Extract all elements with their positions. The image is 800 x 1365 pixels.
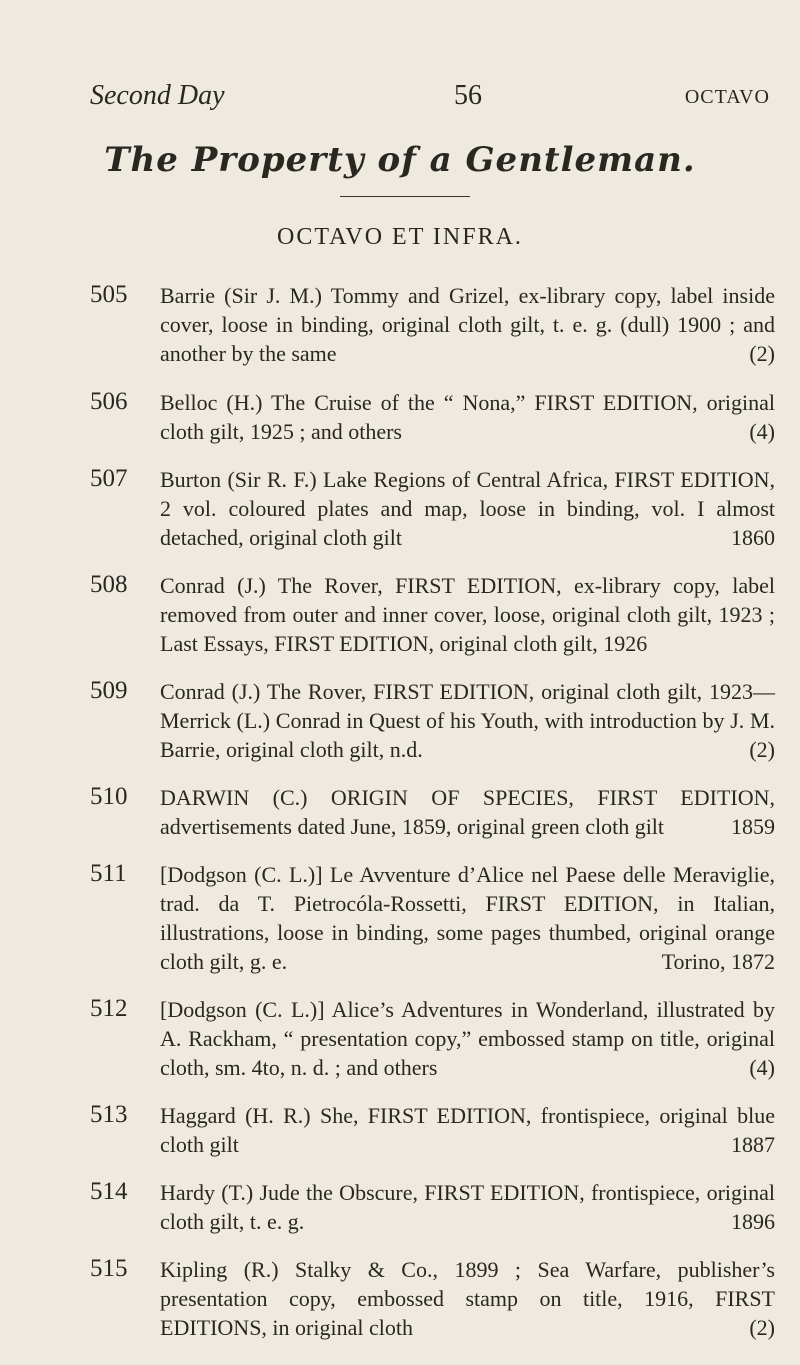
lot-quantity: (2) xyxy=(749,341,775,366)
lot-description: [Dodgson (C. L.)] Le Avventure d’Alice nel Paese delle Meraviglie, trad. da T. Pietrocóla-Rossetti, FIRST EDITION, in Italian, illustrations, loose in binding, some pages thumbed, original orange cloth gilt, g. e. Torino, 1872 xyxy=(160,862,775,974)
heading-rule xyxy=(340,196,470,197)
lot-quantity: 1860 xyxy=(731,525,775,550)
lot-description: Barrie (Sir J. M.) Tommy and Grizel, ex-library copy, label inside cover, loose in binding, original cloth gilt, t. e. g. (dull) 1900 ; and another by the same (2) xyxy=(160,283,775,366)
lot-description: DARWIN (C.) ORIGIN OF SPECIES, FIRST EDITION, advertisements dated June, 1859, original green cloth gilt 1859 xyxy=(160,785,775,839)
lot-number: 509 xyxy=(90,677,128,704)
lot-number: 508 xyxy=(90,571,128,598)
lot-number: 512 xyxy=(90,995,128,1022)
lot-number: 507 xyxy=(90,465,128,492)
lot-number: 511 xyxy=(90,860,127,887)
lot-quantity: 1887 xyxy=(731,1132,775,1157)
day-label: Second Day xyxy=(90,80,225,111)
lot-number: 506 xyxy=(90,388,128,415)
lot-number: 515 xyxy=(90,1255,128,1282)
section-title: OCTAVO ET INFRA. xyxy=(277,224,523,250)
lot-number: 505 xyxy=(90,281,128,308)
lot-number: 510 xyxy=(90,783,128,810)
lot-description: Conrad (J.) The Rover, FIRST EDITION, ex-library copy, label removed from outer and inner cover, loose, original cloth gilt, 1923 ; Last Essays, FIRST EDITION, original cloth gilt, 1926 xyxy=(160,573,775,656)
lot-description: Burton (Sir R. F.) Lake Regions of Central Africa, FIRST EDITION, 2 vol. coloured plates and map, loose in binding, vol. I almost detached, original cloth gilt 1860 xyxy=(160,467,775,550)
lot-description: Conrad (J.) The Rover, FIRST EDITION, original cloth gilt, 1923—Merrick (L.) Conrad in Quest of his Youth, with introduction by J. M. Barrie, original cloth gilt, n.d. (2) xyxy=(160,679,775,762)
lot-description: Haggard (H. R.) She, FIRST EDITION, frontispiece, original blue cloth gilt 1887 xyxy=(160,1103,775,1157)
lot-description: [Dodgson (C. L.)] Alice’s Adventures in Wonderland, illustrated by A. Rackham, “ presentation copy,” embossed stamp on title, original cloth, sm. 4to, n. d. ; and others (4) xyxy=(160,997,775,1080)
lot-quantity: (2) xyxy=(749,737,775,762)
page-number: 56 xyxy=(454,80,482,111)
lot-quantity: (4) xyxy=(749,1055,775,1080)
lot-description: Belloc (H.) The Cruise of the “ Nona,” FIRST EDITION, original cloth gilt, 1925 ; and others (4) xyxy=(160,390,775,444)
property-heading: The Property of a Gentleman. xyxy=(104,140,696,180)
lot-quantity: 1896 xyxy=(731,1209,775,1234)
lot-quantity: (2) xyxy=(749,1315,775,1340)
lot-description: Kipling (R.) Stalky & Co., 1899 ; Sea Warfare, publisher’s presentation copy, embossed stamp on title, 1916, FIRST EDITIONS, in original cloth (2) xyxy=(160,1257,775,1340)
lot-quantity: (4) xyxy=(749,419,775,444)
format-label: OCTAVO xyxy=(684,86,770,108)
lot-quantity: Torino, 1872 xyxy=(661,949,775,974)
lot-number: 513 xyxy=(90,1101,128,1128)
lot-description: Hardy (T.) Jude the Obscure, FIRST EDITION, frontispiece, original cloth gilt, t. e. g. 1896 xyxy=(160,1180,775,1234)
running-head xyxy=(90,80,770,116)
lot-number: 514 xyxy=(90,1178,128,1205)
lot-quantity: 1859 xyxy=(731,814,775,839)
